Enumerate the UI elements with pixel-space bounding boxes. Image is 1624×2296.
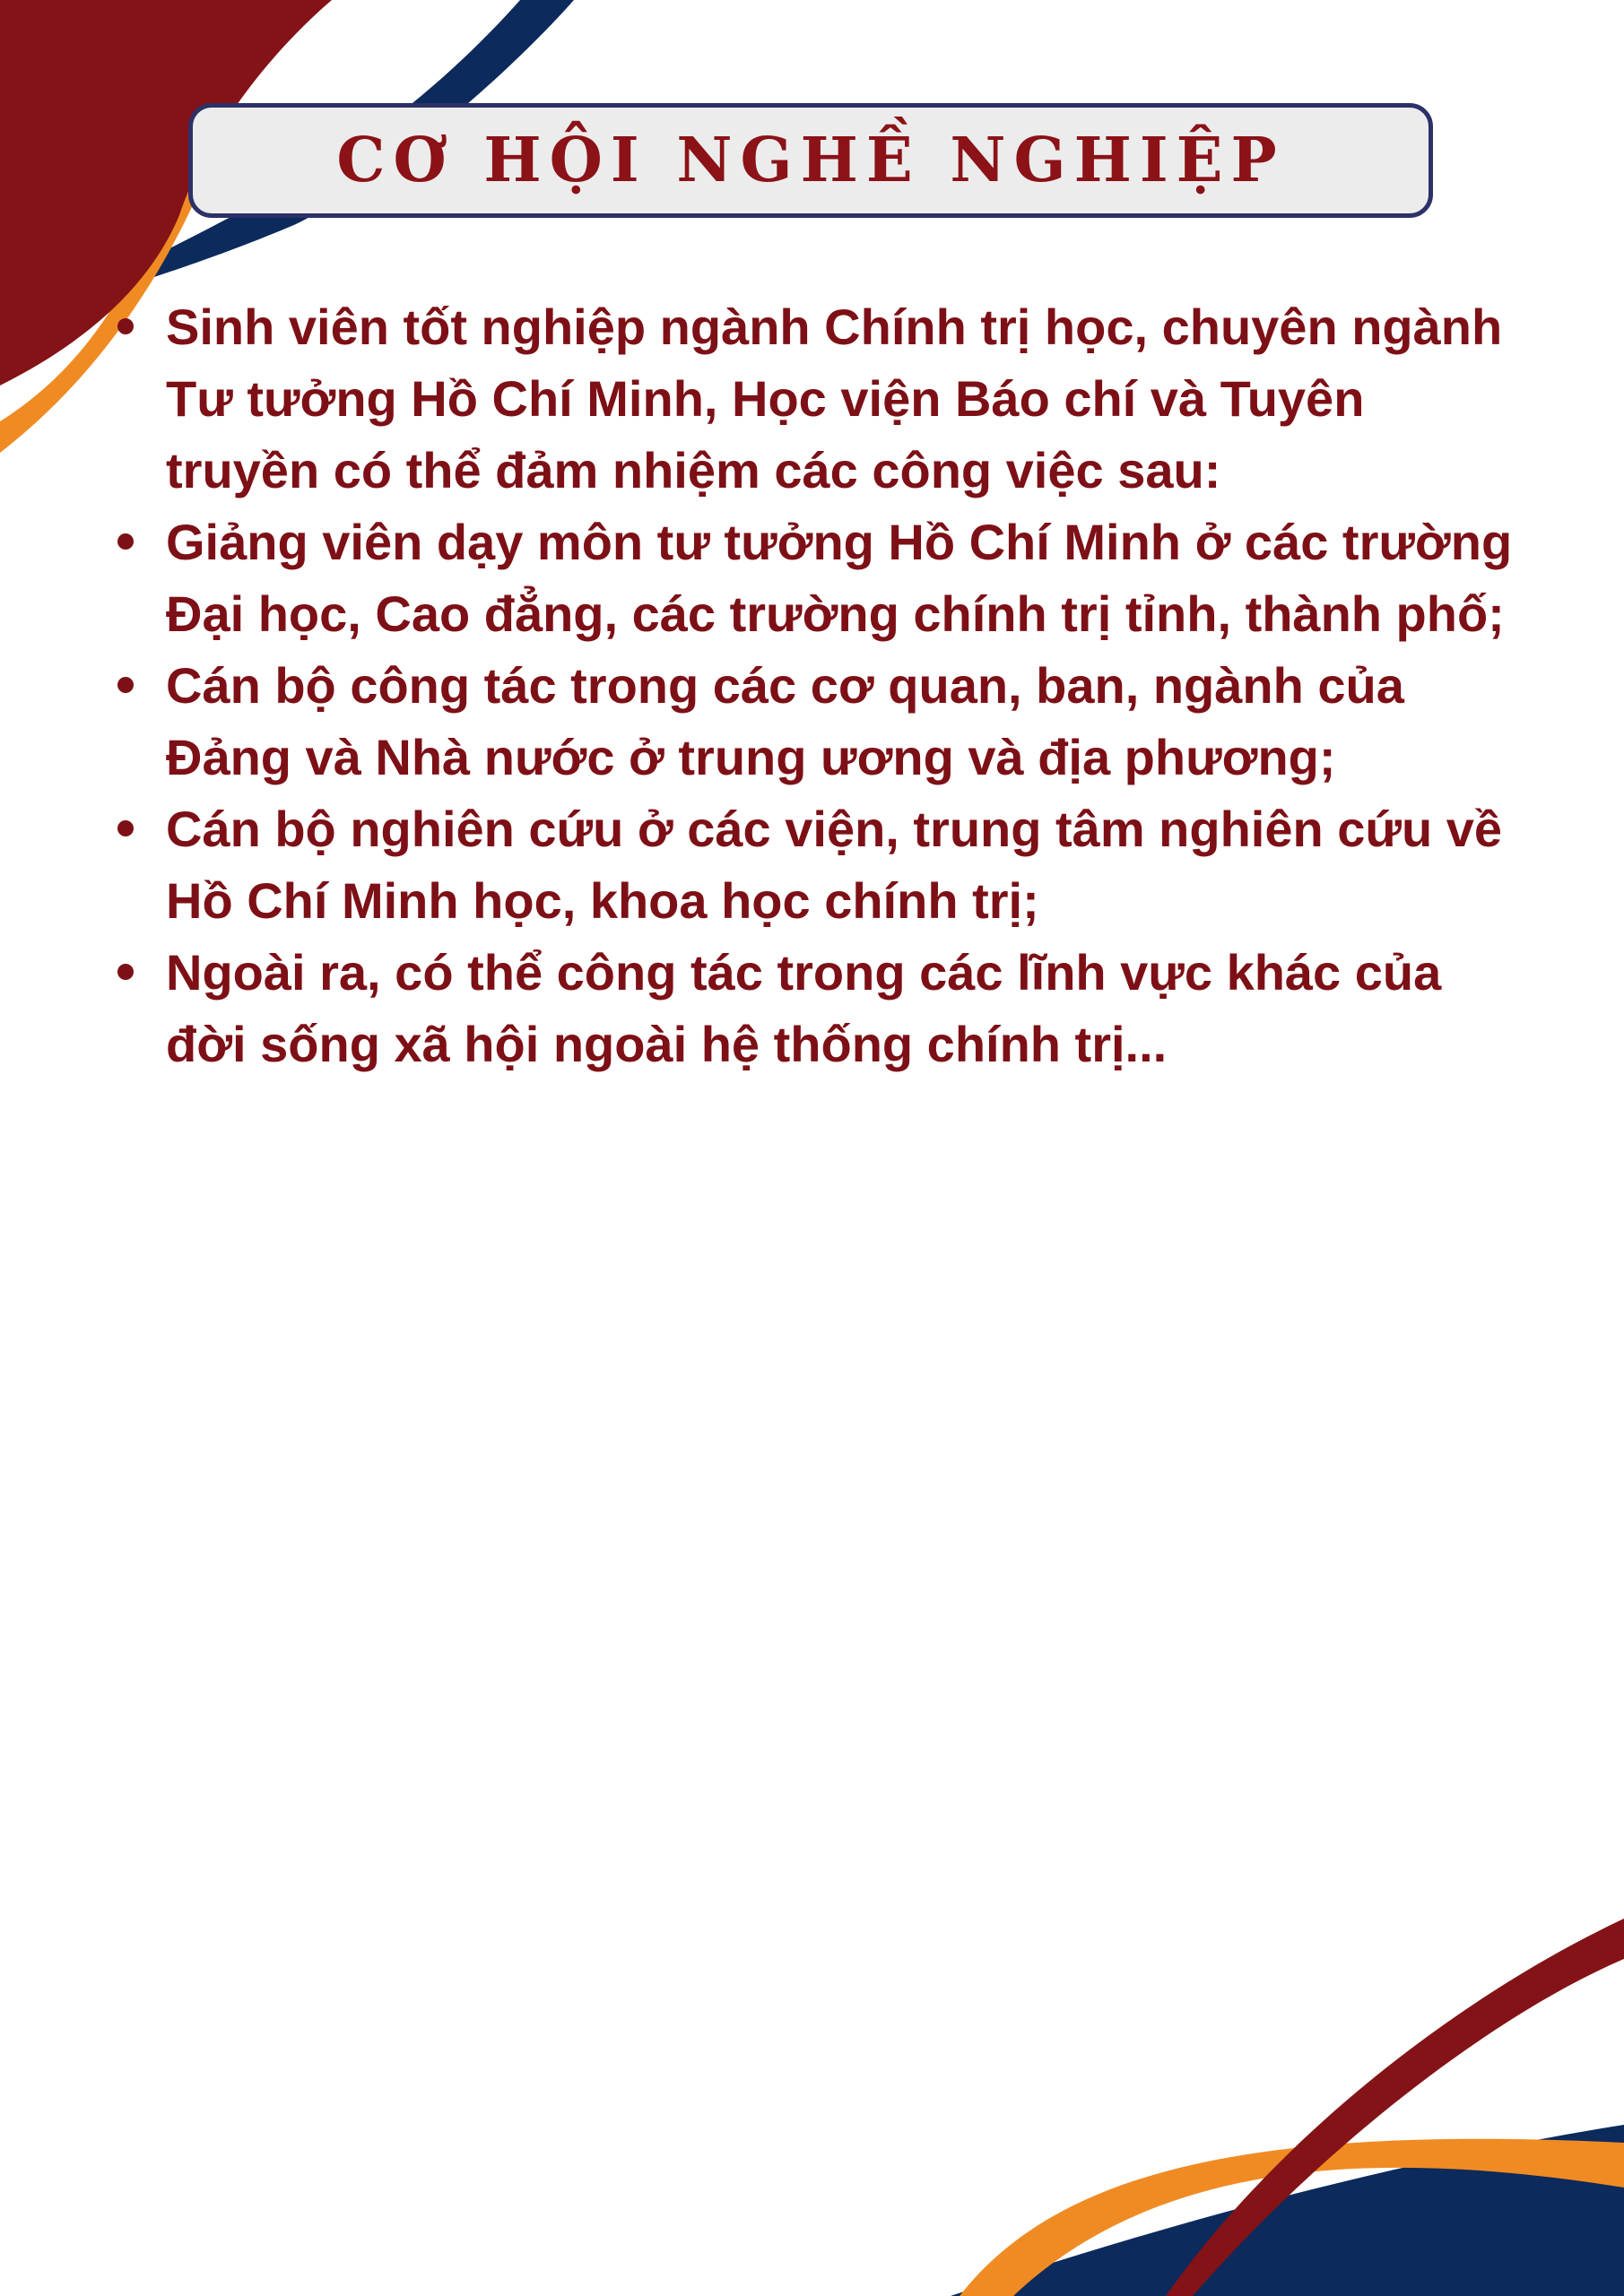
title-banner [188, 103, 1433, 218]
bullet-item [112, 650, 1565, 793]
page-title: CƠ HỘI NGHỀ NGHIỆP [336, 125, 1285, 196]
bullet-line: Tư tưởng Hồ Chí Minh, Học viện Báo chí và Tuyên [166, 370, 1365, 427]
bullet-item [112, 793, 1565, 937]
bullet-line: Giảng viên dạy môn tư tưởng Hồ Chí Minh ở các trường [166, 514, 1513, 570]
bullet-line: truyền có thể đảm nhiệm các công việc sau: [166, 442, 1221, 498]
bullet-line: Sinh viên tốt nghiệp ngành Chính trị học, chuyên ngành [166, 299, 1503, 355]
bullet-dot-icon [117, 964, 134, 980]
bullet-item [112, 507, 1565, 650]
bullet-dot-icon [117, 318, 134, 334]
bullet-line: Cán bộ công tác trong các cơ quan, ban, ngành của [166, 657, 1404, 714]
bullet-line: Đại học, Cao đẳng, các trường chính trị tỉnh, thành phố; [166, 585, 1505, 642]
bullet-item [112, 937, 1565, 1080]
career-bullet-list [112, 291, 1565, 1080]
bullet-line: Ngoài ra, có thể công tác trong các lĩnh vực khác của [166, 944, 1442, 1001]
bullet-dot-icon [117, 820, 134, 836]
bullet-dot-icon [117, 533, 134, 550]
bullet-line: đời sống xã hội ngoài hệ thống chính trị... [166, 1016, 1168, 1072]
bullet-line: Cán bộ nghiên cứu ở các viện, trung tâm nghiên cứu về [166, 801, 1503, 857]
bullet-line: Hồ Chí Minh học, khoa học chính trị; [166, 872, 1039, 929]
bullet-item [112, 291, 1565, 507]
bullet-dot-icon [117, 677, 134, 693]
bullet-line: Đảng và Nhà nước ở trung ương và địa phương; [166, 729, 1336, 785]
